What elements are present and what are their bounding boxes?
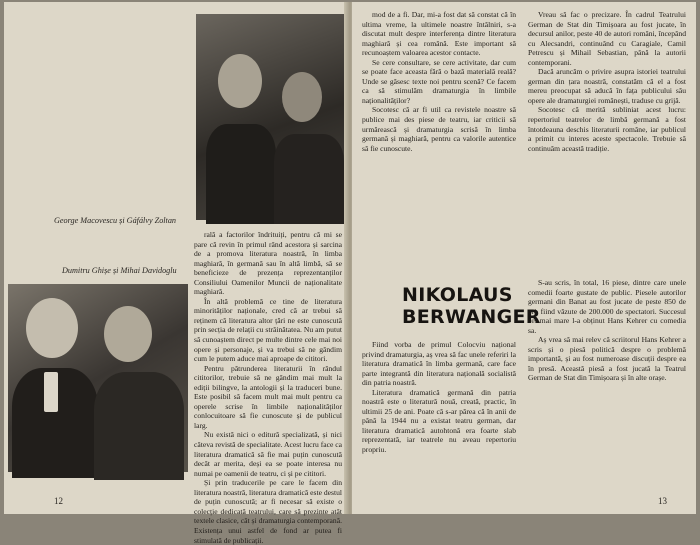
left-body-column [194, 230, 343, 545]
paragraph: Vreau să fac o precizare. În cadrul Teatrului German de Stat din Timișoara au fost jucate, în decursul anilor, peste 40 de autori români, începând cu Alecsandri, continuând cu Caragiale, Camil Petrescu și Mihail Sebastian, până la autorii contemporani. [528, 10, 686, 67]
paragraph: mod de a fi. Dar, mi-a fost dat să constat că în ultima vreme, la ultimele noastre întâlniri, s-a discutat mult despre interferența dintre literatura maghiară și cea română. Este important să recunoaștem valoarea acestor contacte. [362, 10, 516, 58]
photo-bottom [8, 284, 188, 472]
paragraph: Socotesc că ar fi util ca revistele noastre să publice mai des piese de teatru, iar criticii să urmărească și dramaturgia scrisă în limba germană și maghiară, pentru ca valorile autentice să fie cunoscute. [362, 105, 516, 153]
paragraph: Și prin traducerile pe care le facem din literatura noastră, literatura dramatică este destul de puțin cunoscută; ar fi necesar să existe o colecție dedicată teatrului, care să prezinte atât textele clasice, cât și dramaturgia contemporană. Existența unui astfel de fond ar putea fi stimulată de publicații. [194, 478, 343, 545]
book-spread [4, 2, 696, 545]
paragraph: Pentru pătrunderea literaturii în rândul cititorilor, trebuie să ne gândim mai mult la ediții bilingve, la antologii și la traduceri bune. Este posibil să facem mult mai mult pentru ca operele scrise în limbile naționalităților conlocuitoare să fie cunoscute și de publicul larg. [194, 363, 342, 430]
page-number-left: 12 [54, 496, 63, 506]
title-line-1: NIKOLAUS [402, 284, 513, 306]
right-top-right-column [528, 10, 686, 274]
page-number-right: 13 [658, 496, 667, 506]
paragraph: Nu există nici o editură specializată, și nici câteva revistă de specialitate. Acest lucru face ca literatura dramatică să fie mai puțin cunoscută decât ar merita, deși ea se poate interesa nu numai pe oamenii de teatru, ci și pe cititori. [194, 430, 342, 478]
paragraph: Se cere consultare, se cere activitate, dar cum se poate face aceasta fără o bază materială reală? Unde se găsesc texte noi pentru scenă? Ce facem ca să stimulăm dramaturgia în limbile naționalităților? [362, 57, 516, 105]
photo-top [196, 14, 346, 220]
paragraph: În altă problemă ce tine de literatura minorităților naționale, cred că ar trebui să reținem că literatura altor țări ne este cunoscută prin secția de relații cu străinătatea. Nu am putut să cunoaștem direct pe multe dintre cele mai noi opere și personaje, și va trebui să ne gândim cum le putem aduce mai aproape de cititori. [194, 296, 342, 364]
title-line-2: BERWANGER [402, 306, 541, 328]
paragraph: Aș vrea să mai relev că scriitorul Hans Kehrer a scris și o piesă politică despre o problemă importantă, și au fost numeroase discuții despre ea în presă. Această piesă a fost jucată la Teatrul German de Stat din Timișoara și în alte orașe. [528, 335, 686, 383]
paragraph: rală a factorilor îndrituiți, pentru că mi se pare că revin în primul rând acestora și sarcina de a promova literatura noastră, în limba maghiară, în germană sau în altă limbă, să se beneficieze de prezența reprezentanților Consiliului Oamenilor Muncii de naționalitate maghiară. [194, 230, 342, 297]
paragraph: Fiind vorba de primul Colocviu național privind dramaturgia, aș vrea să fac unele referiri la literatura dramatică în limba germană, care face parte integrantă din literatura națională socialistă din patria noastră. [362, 340, 516, 388]
paragraph: Socotesc că merită subliniat acest lucru: repertoriul teatrelor de limbă germană a fost întotdeauna deschis literaturii române, iar publicul a primit cu interes aceste spectacole. Trebuie să continuăm această tradiție. [528, 105, 686, 153]
right-bottom-left-column [362, 340, 516, 494]
right-page [352, 2, 696, 514]
paragraph: S-au scris, în total, 16 piese, dintre care unele comedii foarte gustate de public. Piesele autorilor germani din Banat au fost jucate de peste 850 de ori, fiind văzute de 200.000 de spectatori. Succesul cel mai mare l-a obținut Hans Kehrer cu comedia sa. [528, 278, 686, 335]
left-page [4, 2, 348, 545]
right-top-left-column [362, 10, 516, 274]
photo-bottom-caption: Dumitru Ghișe și Mihai Davidoglu [62, 266, 177, 275]
paragraph: Literatura dramatică germană din patria noastră este o literatură nouă, creată, practic, în ultimii 25 de ani. Poate că s-ar părea că în anii de până la 1944 nu a existat teatru german, dar literatura dramatică autohtonă era foarte slab reprezentată, iar teatrele nu aveau repertoriu propriu. [362, 387, 516, 455]
paragraph: Dacă aruncăm o privire asupra istoriei teatrului german din țara noastră, constatăm că el a fost mereu preocupat să aducă în fața publicului său opere ale dramaturgiei românești, traduse cu grijă. [528, 67, 686, 105]
photo-top-caption: George Macovescu și Gáfálvy Zoltan [54, 216, 177, 225]
right-bottom-right-column [528, 278, 686, 494]
article-title [402, 284, 541, 328]
